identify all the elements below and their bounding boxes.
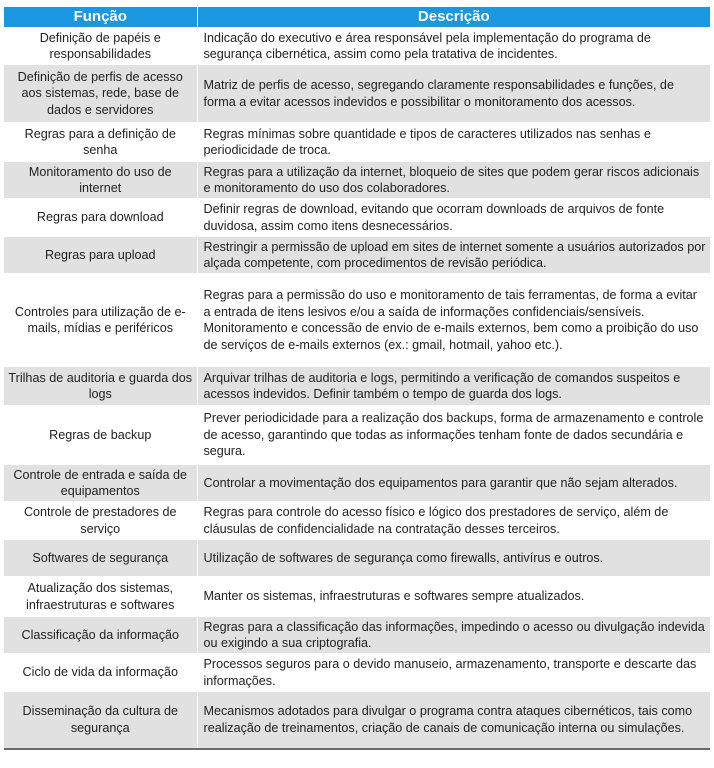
table-row (4, 654, 710, 692)
cell-descricao: Prever periodicidade para a realização dos backups, forma de armazenamento e controle de acesso, garantindo que todas as informações tenham fonte de dados secundária e segura. (197, 406, 710, 465)
cell-descricao: Matriz de perfis de acesso, segregando claramente responsabilidades e funções, de forma a evitar acessos indevidos e possibilitar o monitoramento dos acessos. (197, 65, 710, 123)
header-funcao: Função (4, 7, 197, 28)
cell-funcao: Softwares de segurança (4, 540, 197, 577)
cell-funcao: Regras de backup (4, 406, 197, 465)
cell-descricao: Manter os sistemas, infraestruturas e softwares sempre atualizados. (197, 577, 710, 617)
header-descricao: Descrição (197, 7, 710, 28)
cell-descricao: Regras para a classificação das informações, impedindo o acesso ou divulgação indevida ou exigindo a sua criptografia. (197, 617, 710, 654)
cell-funcao: Regras para download (4, 199, 197, 237)
cell-funcao: Definição de papéis e responsabilidades (4, 28, 197, 65)
cell-funcao: Atualização dos sistemas, infraestruturas e softwares (4, 577, 197, 617)
cell-descricao: Utilização de softwares de segurança como firewalls, antivírus e outros. (197, 540, 710, 577)
cell-descricao: Processos seguros para o devido manuseio, armazenamento, transporte e descarte das informações. (197, 654, 710, 692)
table-row (4, 540, 710, 577)
table-row (4, 65, 710, 123)
table-row (4, 406, 710, 465)
table-row (4, 28, 710, 65)
cell-funcao: Regras para upload (4, 237, 197, 274)
security-functions-table (4, 7, 710, 750)
table-row (4, 692, 710, 749)
cell-descricao: Restringir a permissão de upload em sites de internet somente a usuários autorizados por alçada competente, com procedimentos de revisão periódica. (197, 237, 710, 274)
cell-funcao: Trilhas de auditoria e guarda dos logs (4, 367, 197, 406)
table-row (4, 577, 710, 617)
cell-funcao: Definição de perfis de acesso aos sistemas, rede, base de dados e servidores (4, 65, 197, 123)
cell-funcao: Controles para utilização de e-mails, mídias e periféricos (4, 274, 197, 367)
cell-descricao: Definir regras de download, evitando que ocorram downloads de arquivos de fonte duvidosa, assim como itens desnecessários. (197, 199, 710, 237)
cell-descricao: Regras para a permissão do uso e monitoramento de tais ferramentas, de forma a evitar a entrada de itens lesivos e/ou a saída de informações confidenciais/sensíveis. Monitoramento e concessão de envio de e-mails externos, bem como a proibição do uso de serviços de e-mails externos (ex.: gmail, hotmail, yahoo etc.). (197, 274, 710, 367)
table-header-row (4, 7, 710, 28)
cell-funcao: Disseminação da cultura de segurança (4, 692, 197, 749)
cell-descricao: Indicação do executivo e área responsável pela implementação do programa de segurança cibernética, assim como pela tratativa de incidentes. (197, 28, 710, 65)
cell-funcao: Monitoramento do uso de internet (4, 162, 197, 199)
cell-descricao: Regras mínimas sobre quantidade e tipos de caracteres utilizados nas senhas e periodicidade de troca. (197, 123, 710, 162)
table-row (4, 123, 710, 162)
cell-descricao: Controlar a movimentação dos equipamentos para garantir que não sejam alterados. (197, 465, 710, 502)
cell-funcao: Ciclo de vida da informação (4, 654, 197, 692)
table-row (4, 502, 710, 540)
cell-funcao: Controle de entrada e saída de equipamentos (4, 465, 197, 502)
cell-descricao: Arquivar trilhas de auditoria e logs, permitindo a verificação de comandos suspeitos e acessos indevidos. Definir também o tempo de guarda dos logs. (197, 367, 710, 406)
table-row (4, 162, 710, 199)
cell-funcao: Regras para a definição de senha (4, 123, 197, 162)
table-row (4, 237, 710, 274)
cell-descricao: Mecanismos adotados para divulgar o programa contra ataques cibernéticos, tais como realização de treinamentos, criação de canais de comunicação interna ou simulações. (197, 692, 710, 749)
table-row (4, 367, 710, 406)
cell-descricao: Regras para controle do acesso físico e lógico dos prestadores de serviço, além de cláusulas de confidencialidade na contratação desses terceiros. (197, 502, 710, 540)
cell-funcao: Classificação da informação (4, 617, 197, 654)
table-row (4, 465, 710, 502)
table-row (4, 274, 710, 367)
security-functions-table-container (4, 7, 710, 750)
cell-funcao: Controle de prestadores de serviço (4, 502, 197, 540)
cell-descricao: Regras para a utilização da internet, bloqueio de sites que podem gerar riscos adicionais e monitoramento do uso dos colaboradores. (197, 162, 710, 199)
table-row (4, 199, 710, 237)
table-row (4, 617, 710, 654)
